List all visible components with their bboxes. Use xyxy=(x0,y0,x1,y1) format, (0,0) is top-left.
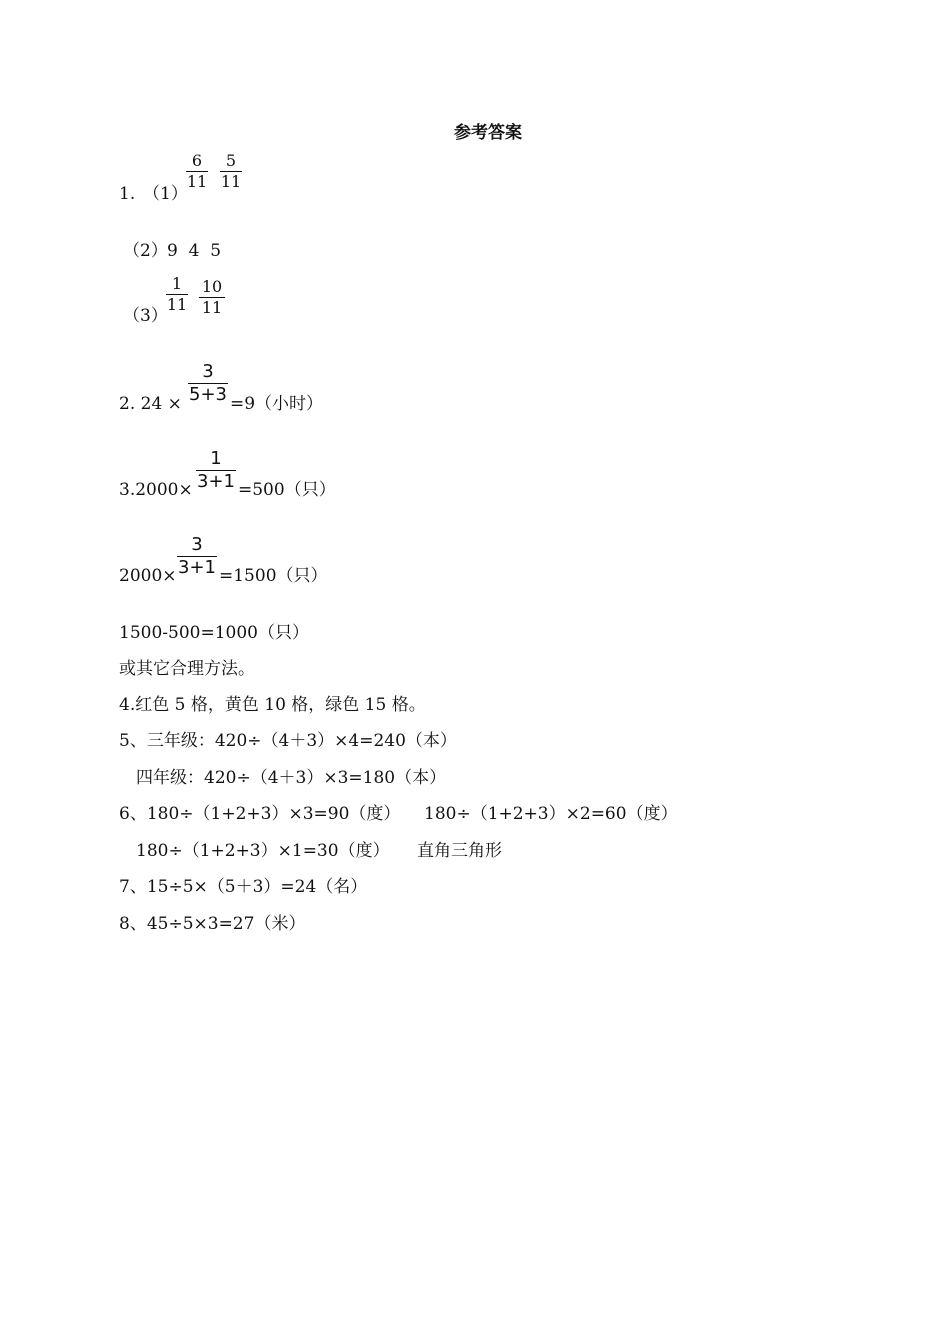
page-title: 参考答案 xyxy=(454,123,522,143)
q1-part1-label: （1） xyxy=(143,184,188,204)
q2-fraction xyxy=(188,361,228,406)
q5-line1: 5、三年级：420÷（4＋3）×4=240（本） xyxy=(119,731,457,751)
q1-part3-label: （3） xyxy=(123,306,168,326)
q2-prefix: 2. 24 × xyxy=(119,394,182,414)
q8-answer: 8、45÷5×3=27（米） xyxy=(119,914,306,934)
q3-line2-prefix: 2000× xyxy=(119,566,177,586)
numerator: 1 xyxy=(210,448,222,469)
denominator: 11 xyxy=(186,172,208,191)
q6-line1-part2: 180÷（1+2+3）×2=60（度） xyxy=(424,804,678,824)
denominator: 11 xyxy=(220,172,242,191)
q1-part2-label: （2） xyxy=(123,241,168,261)
denominator: 11 xyxy=(166,295,188,314)
q6-line1-part1: 6、180÷（1+2+3）×3=90（度） xyxy=(119,804,401,824)
q3-line3: 1500-500=1000（只） xyxy=(119,623,309,643)
numerator: 10 xyxy=(201,277,223,296)
numerator: 3 xyxy=(191,534,203,555)
q3-line4: 或其它合理方法。 xyxy=(119,659,255,679)
q1-part2-answers: 9 4 5 xyxy=(167,241,222,261)
q4-answer: 4.红色 5 格，黄色 10 格，绿色 15 格。 xyxy=(119,695,426,715)
q3-line1-result: =500（只） xyxy=(238,480,336,500)
q6-line2-part1: 180÷（1+2+3）×1=30（度） xyxy=(136,841,390,861)
q3-line2-fraction xyxy=(177,534,217,579)
q3-line1-prefix: 3.2000× xyxy=(119,480,193,500)
numerator: 1 xyxy=(171,274,183,293)
numerator: 6 xyxy=(191,151,203,170)
q1-part1-fraction-1 xyxy=(186,151,208,192)
q1-part3-fraction-1 xyxy=(166,274,188,315)
q1-label: 1. xyxy=(119,184,136,204)
denominator: 3+1 xyxy=(178,557,216,578)
denominator: 3+1 xyxy=(197,471,235,492)
numerator: 5 xyxy=(225,151,237,170)
q5-line2: 四年级：420÷（4＋3）×3=180（本） xyxy=(136,768,447,788)
denominator: 11 xyxy=(201,298,223,317)
q3-line1-fraction xyxy=(196,448,236,493)
q3-line2-result: =1500（只） xyxy=(219,566,328,586)
q7-answer: 7、15÷5×（5＋3）=24（名） xyxy=(119,877,368,897)
q1-part1-fraction-2 xyxy=(220,151,242,192)
q1-part3-fraction-2 xyxy=(199,277,225,318)
numerator: 3 xyxy=(202,361,214,382)
denominator: 5+3 xyxy=(189,384,227,405)
q6-line2-part2: 直角三角形 xyxy=(417,841,502,861)
q2-result: =9（小时） xyxy=(230,394,324,414)
